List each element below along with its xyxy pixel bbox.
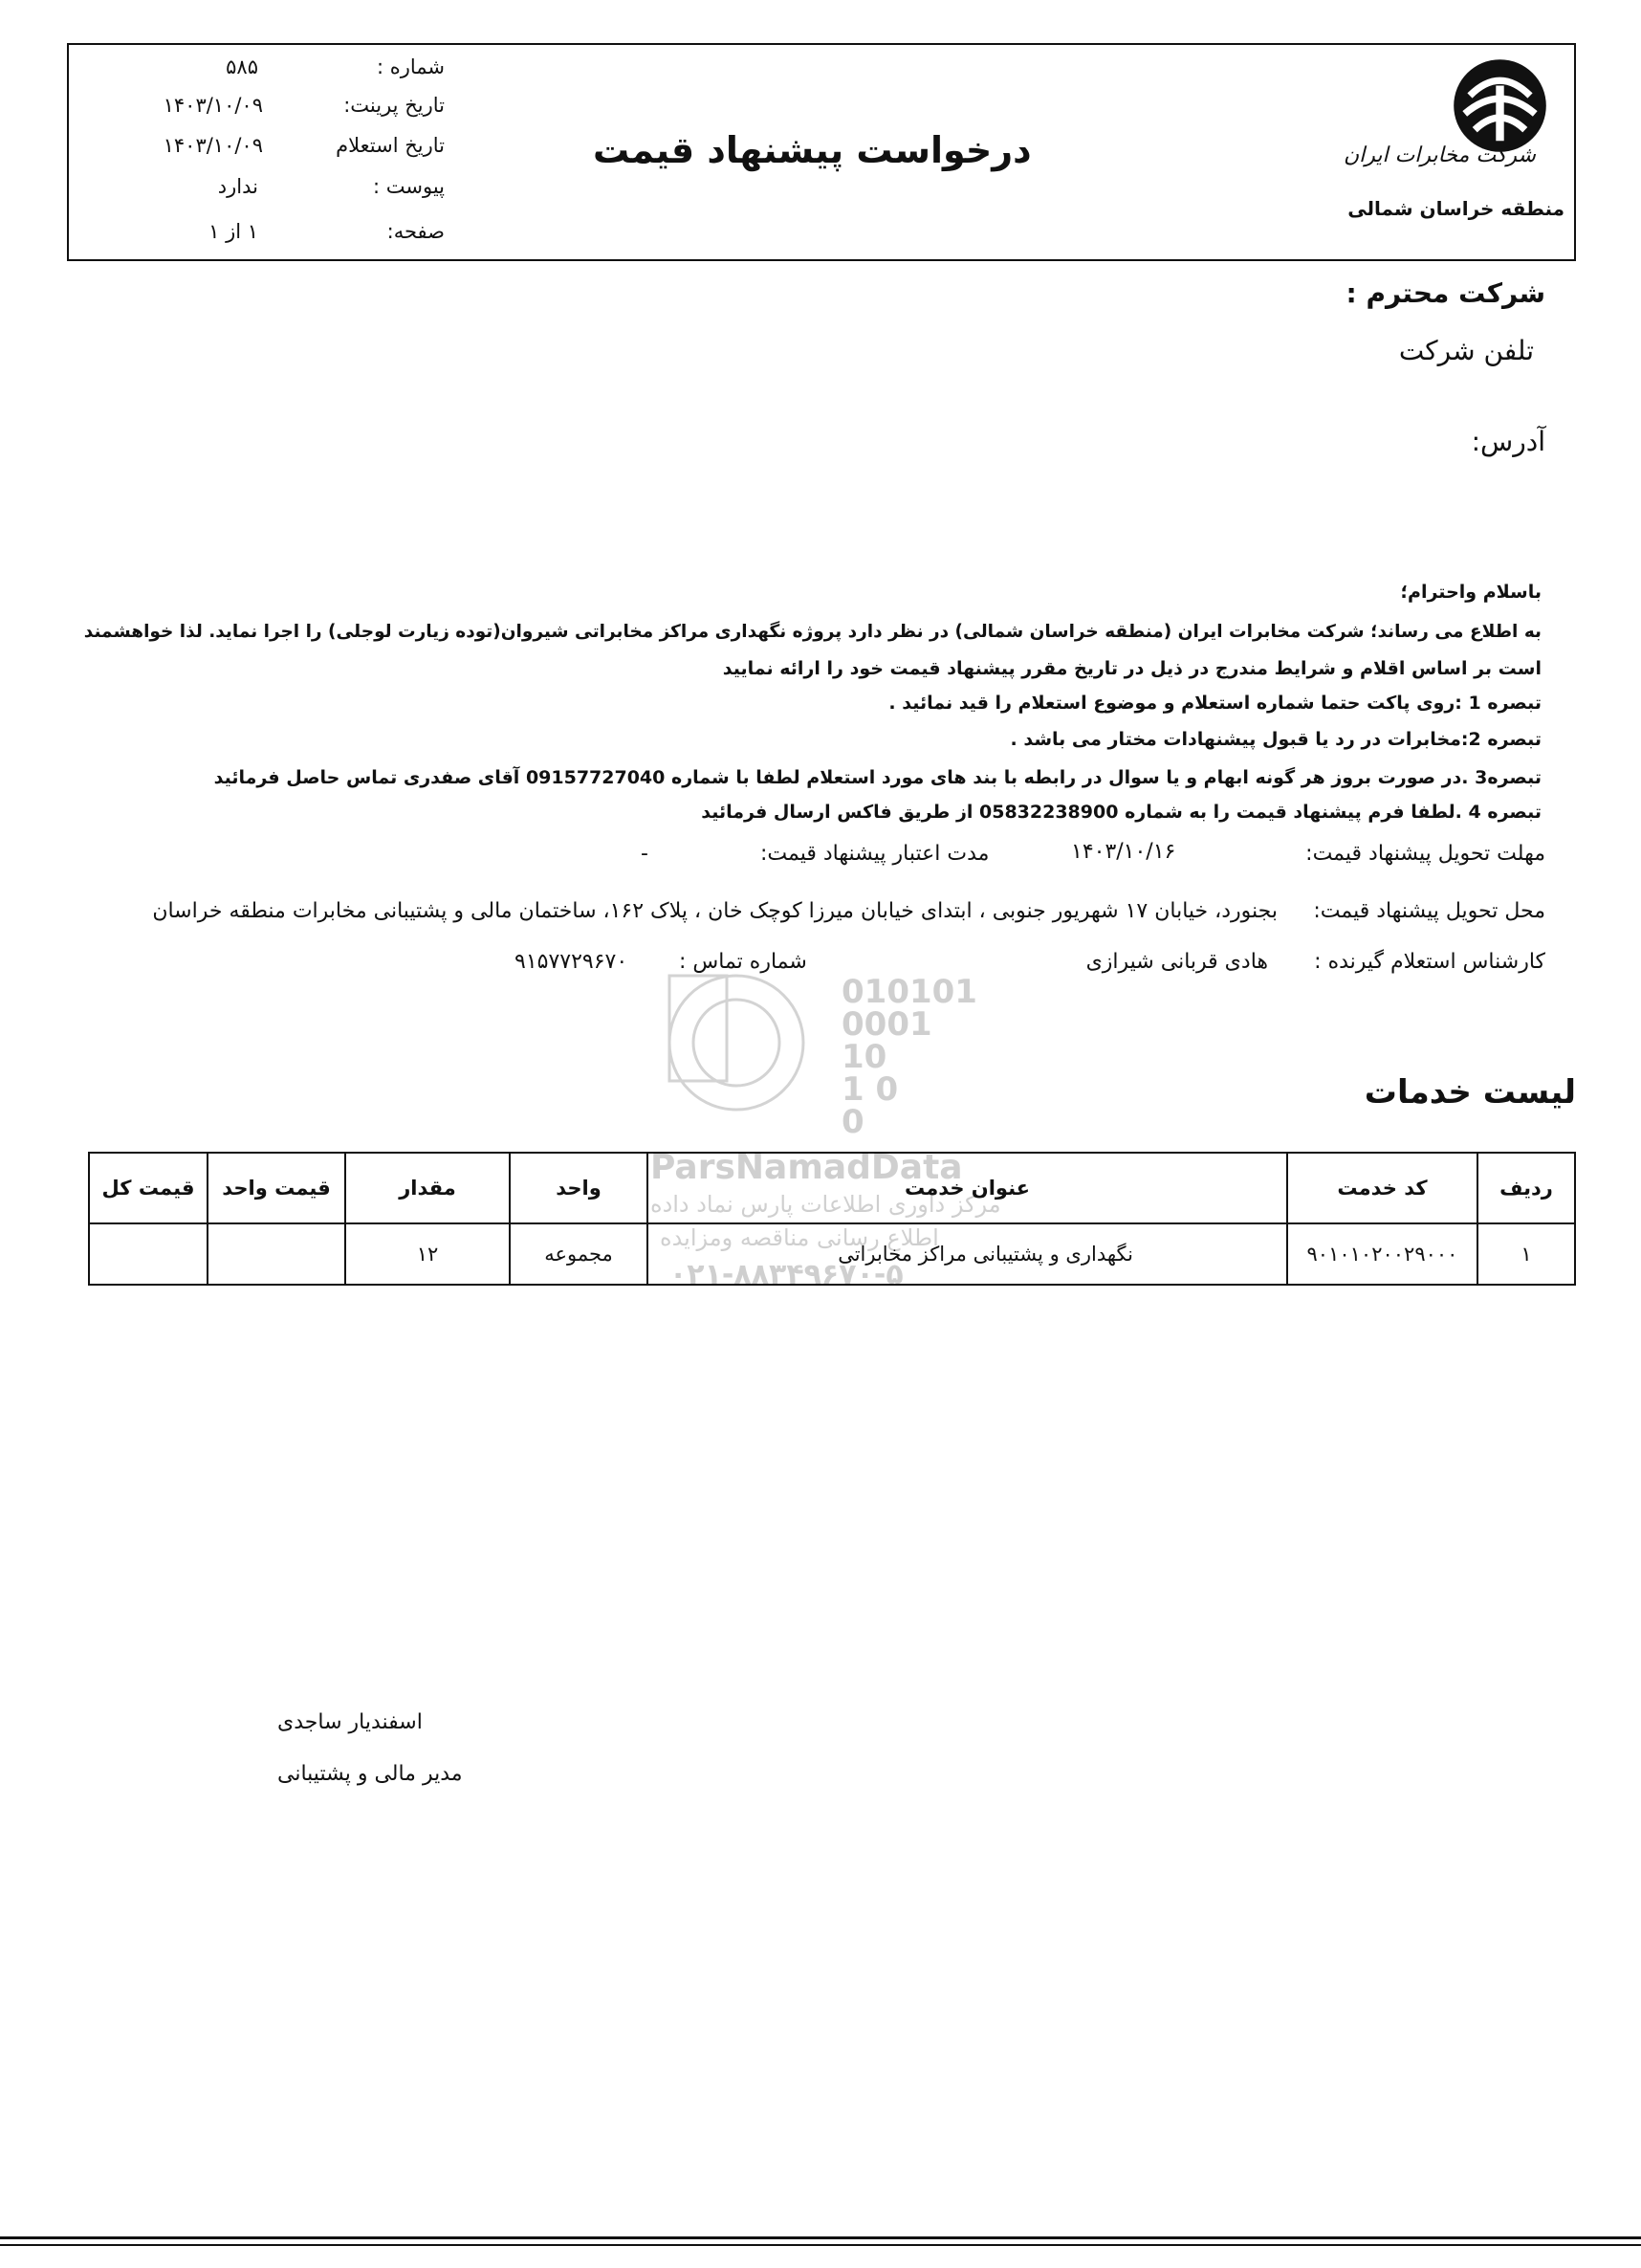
col-quantity: مقدار: [345, 1153, 510, 1223]
contact-value: ۹۱۵۷۷۲۹۶۷۰: [514, 950, 628, 974]
meta-value-inquiry-date: ۱۴۰۳/۱۰/۰۹: [163, 134, 263, 157]
note-4: تبصره 4 .لطفا فرم پیشنهاد قیمت را به شماره 05832238900 از طریق فاکس ارسال فرمائید: [701, 802, 1542, 823]
col-unit: واحد: [510, 1153, 647, 1223]
meta-label-print-date: تاریخ پرینت:: [343, 94, 445, 117]
meta-label-page: صفحه:: [386, 220, 445, 243]
meta-value-print-date: ۱۴۰۳/۱۰/۰۹: [163, 94, 263, 117]
col-total-price: قیمت کل: [89, 1153, 208, 1223]
watermark-brand: ParsNamadData: [650, 1148, 963, 1187]
region-name: منطقه خراسان شمالی: [1347, 197, 1564, 220]
body-line-1: به اطلاع می رساند؛ شرکت مخابرات ایران (منطقه خراسان شمالی) در نظر دارد پروژه نگهداری مراکز مخابراتی شیروان(توده زیارت لوجلی) را اجرا نماید. لذا خواهشمند: [83, 622, 1542, 642]
footer-rule-2: [0, 2244, 1641, 2246]
footer-rule: [0, 2236, 1641, 2239]
meta-label-inquiry-date: تاریخ استعلام: [336, 134, 445, 157]
document-title: درخواست پیشنهاد قیمت: [593, 129, 1032, 171]
watermark-phone: ۰۲۱-۸۸۳۴۹۶۷۰-۵: [669, 1258, 904, 1291]
contact-label: شماره تماس :: [679, 950, 807, 974]
note-1: تبصره 1 :روی پاکت حتما شماره استعلام و موضوع استعلام را قید نمائید .: [888, 693, 1542, 714]
cell-total-price: [89, 1223, 208, 1285]
table-header-row: [89, 1153, 1575, 1223]
location-label: محل تحویل پیشنهاد قیمت:: [1313, 899, 1545, 923]
col-service-code: کد خدمت: [1287, 1153, 1477, 1223]
recipient-address: آدرس:: [1471, 426, 1545, 457]
recipient-company: شرکت محترم :: [1346, 277, 1545, 309]
col-service-title: عنوان خدمت: [647, 1153, 1287, 1223]
meta-label-number: شماره :: [376, 55, 445, 78]
deadline-value: ۱۴۰۳/۱۰/۱۶: [1071, 840, 1176, 864]
watermark-line-2: اطلاع رسانی مناقصه ومزایده: [660, 1224, 939, 1251]
services-table: [88, 1152, 1576, 1286]
signatory-position: مدیر مالی و پشتیبانی: [277, 1762, 463, 1786]
watermark-binary: 010101 0001 10 1 0 0: [842, 973, 977, 1141]
signatory-name: اسفندیار ساجدی: [277, 1710, 423, 1734]
deadline-label: مهلت تحویل پیشنهاد قیمت:: [1305, 842, 1545, 866]
greeting: باسلام واحترام؛: [1400, 582, 1542, 603]
cell-row-number: ۱: [1477, 1223, 1575, 1285]
expert-value: هادی قربانی شیرازی: [1085, 950, 1268, 974]
company-name: شرکت مخابرات ایران: [1343, 143, 1536, 167]
col-row-number: ردیف: [1477, 1153, 1575, 1223]
validity-label: مدت اعتبار پیشنهاد قیمت:: [760, 842, 990, 866]
expert-label: کارشناس استعلام گیرنده :: [1314, 950, 1545, 974]
table-row: [89, 1223, 1575, 1285]
meta-value-attachment: ندارد: [217, 175, 258, 198]
watermark-line-1: مرکز داوری اطلاعات پارس نماد داده: [650, 1191, 1001, 1218]
cell-service-code: ۹۰۱۰۱۰۲۰۰۲۹۰۰۰: [1287, 1223, 1477, 1285]
note-3: تبصره3 .در صورت بروز هر گونه ابهام و یا سوال در رابطه با بند های مورد استعلام لطفا با شماره 09157727040 آقای صفدری تماس حاصل فرمائید: [213, 767, 1542, 788]
tci-logo: [1450, 55, 1550, 156]
recipient-phone: تلفن شرکت: [1398, 335, 1534, 366]
body-line-2: است بر اساس اقلام و شرایط مندرج در ذیل در تاریخ مقرر پیشنهاد قیمت خود را ارائه نمایید: [722, 658, 1542, 679]
note-2: تبصره 2:مخابرات در رد یا قبول پیشنهادات مختار می باشد .: [1010, 729, 1542, 750]
validity-value: -: [641, 842, 648, 866]
services-heading: لیست خدمات: [1364, 1073, 1576, 1112]
cell-quantity: ۱۲: [345, 1223, 510, 1285]
cell-unit: مجموعه: [510, 1223, 647, 1285]
cell-service-title: نگهداری و پشتیبانی مراکز مخابراتی: [647, 1223, 1287, 1285]
meta-label-attachment: پیوست :: [373, 175, 445, 198]
col-unit-price: قیمت واحد: [208, 1153, 345, 1223]
meta-value-page: ۱ از ۱: [208, 220, 258, 243]
location-value: بجنورد، خیابان ۱۷ شهریور جنوبی ، ابتدای خیابان میرزا کوچک خان ، پلاک ۱۶۲، ساختمان مالی و پشتیبانی مخابرات منطقه خراسان: [152, 899, 1278, 923]
meta-value-number: ۵۸۵: [226, 55, 258, 78]
cell-unit-price: [208, 1223, 345, 1285]
